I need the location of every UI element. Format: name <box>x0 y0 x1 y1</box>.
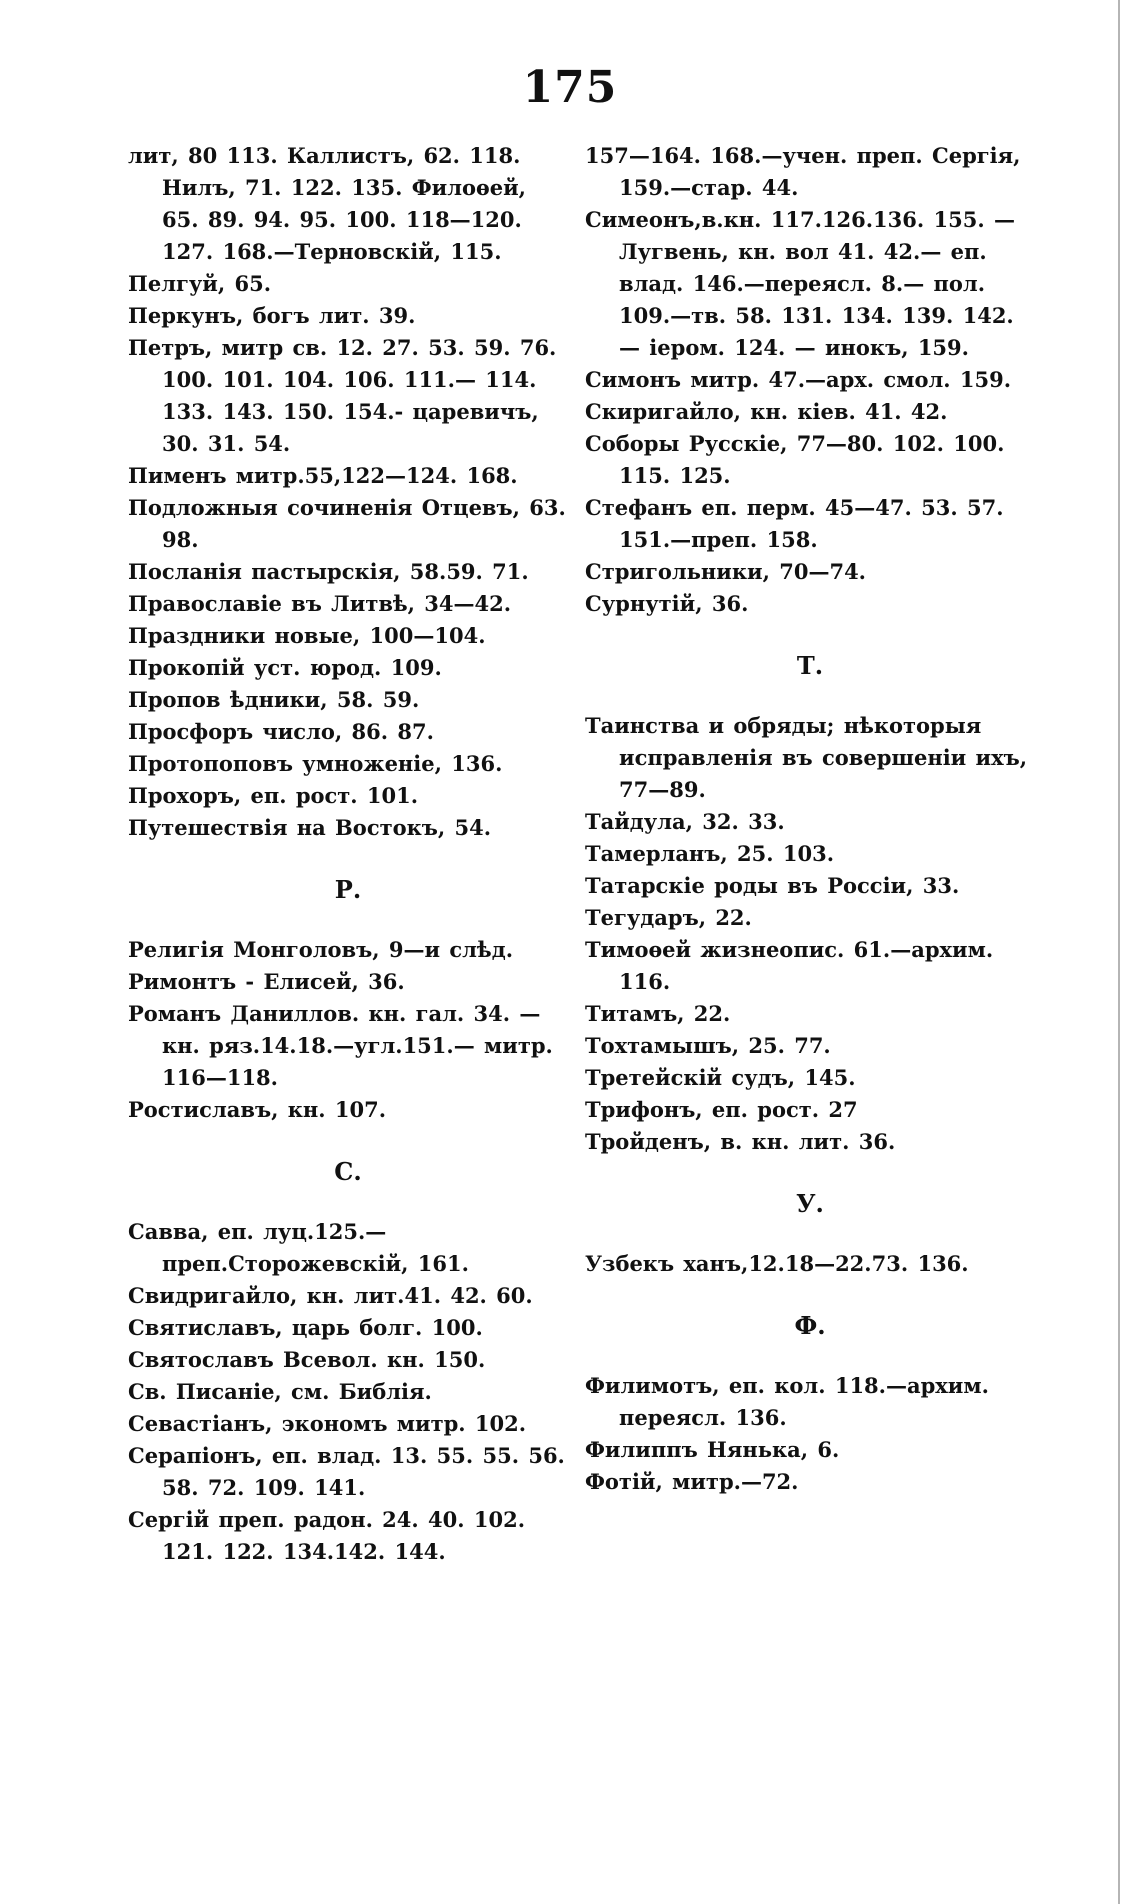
index-entry: Пименъ митр.55,122—124. 168. <box>128 463 518 488</box>
entries-u <box>585 1248 1035 1280</box>
index-entry: Тройденъ, в. кн. лит. 36. <box>585 1129 896 1154</box>
index-entry: Путешествія на Востокъ, 54. <box>128 815 492 840</box>
index-entry: Тимоѳей жизнеопис. 61.—архим. 116. <box>585 937 994 994</box>
index-entry: Фотій, митр.—72. <box>585 1469 799 1494</box>
index-entry: Пропов ѣдники, 58. 59. <box>128 687 420 712</box>
index-entry: Протопоповъ умноженіе, 136. <box>128 751 503 776</box>
index-entry: Подложныя сочиненія Отцевъ, 63. 98. <box>128 495 566 552</box>
section-letter-s: С. <box>334 1157 362 1186</box>
entries-f <box>585 1370 1035 1498</box>
section-letter-t: Т. <box>796 651 824 680</box>
index-entry: Просфоръ число, 86. 87. <box>128 719 434 744</box>
index-entry: Титамъ, 22. <box>585 1001 731 1026</box>
index-entry: Тегударъ, 22. <box>585 905 752 930</box>
index-entry: Стефанъ еп. перм. 45—47. 53. 57. 151.—преп. 158. <box>585 495 1004 552</box>
index-entry: Трифонъ, еп. рост. 27 <box>585 1097 858 1122</box>
page-number: 175 <box>522 62 618 113</box>
index-entry: Сергій преп. радон. 24. 40. 102. 121. 122. 134.142. 144. <box>128 1507 526 1564</box>
index-entry: Тамерланъ, 25. 103. <box>585 841 835 866</box>
index-entry: Савва, еп. луц.125.—преп.Сторожевскій, 161. <box>128 1219 469 1276</box>
left-column <box>128 140 568 1568</box>
index-entry: Таинства и обряды; нѣкоторыя исправленія въ совершеніи ихъ, 77—89. <box>585 713 1028 802</box>
page-edge-line <box>1118 0 1120 1904</box>
entries-p <box>128 140 568 844</box>
index-entry: Сурнутій, 36. <box>585 591 749 616</box>
index-entry: Филимотъ, еп. кол. 118.—архим. переясл. 136. <box>585 1373 989 1430</box>
index-entry: Татарскіе роды въ Россіи, 33. <box>585 873 960 898</box>
index-entry: Религія Монголовъ, 9—и слѣд. <box>128 937 514 962</box>
index-entry: Тайдула, 32. 33. <box>585 809 785 834</box>
index-entry: Прохоръ, еп. рост. 101. <box>128 783 419 808</box>
index-entry: Прокопій уст. юрод. 109. <box>128 655 442 680</box>
entries-r <box>128 934 568 1126</box>
entries-t <box>585 710 1035 1158</box>
index-entry: Посланія пастырскія, 58.59. 71. <box>128 559 529 584</box>
index-entry: Пелгуй, 65. <box>128 271 272 296</box>
entries-s-cont <box>585 140 1035 620</box>
right-column <box>585 140 1035 1498</box>
index-entry: Ростиславъ, кн. 107. <box>128 1097 386 1122</box>
index-entry: Святиславъ, царь болг. 100. <box>128 1315 483 1340</box>
index-entry: Соборы Русскіе, 77—80. 102. 100. 115. 125. <box>585 431 1005 488</box>
index-entry: Серапіонъ, еп. влад. 13. 55. 55. 56. 58. 72. 109. 141. <box>128 1443 565 1500</box>
index-entry: Православіе въ Литвѣ, 34—42. <box>128 591 512 616</box>
index-entry: Св. Писаніе, см. Библія. <box>128 1379 432 1404</box>
index-entry: Симеонъ,в.кн. 117.126.136. 155. —Лугвень, кн. вол 41. 42.— еп. влад. 146.—переясл. 8.— пол. 109.—тв. 58. 131. 134. 139. 142. — іером. 124. — инокъ, 159. <box>585 207 1015 360</box>
index-entry: Петръ, митр св. 12. 27. 53. 59. 76. 100. 101. 104. 106. 111.— 114. 133. 143. 150. 154.- царевичъ, 30. 31. 54. <box>128 335 557 456</box>
index-entry: Праздники новые, 100—104. <box>128 623 486 648</box>
section-letter-f: Ф. <box>794 1311 826 1340</box>
index-entry: лит, 80 113. Каллистъ, 62. 118. Нилъ, 71. 122. 135. Филоѳей, 65. 89. 94. 95. 100. 118—120. 127. 168.—Терновскій, 115. <box>128 143 526 264</box>
index-entry: Узбекъ ханъ,12.18—22.73. 136. <box>585 1251 969 1276</box>
index-entry: Перкунъ, богъ лит. 39. <box>128 303 416 328</box>
index-entry: Третейскій судъ, 145. <box>585 1065 856 1090</box>
index-entry: Стригольники, 70—74. <box>585 559 866 584</box>
section-letter-r: Р. <box>334 875 362 904</box>
index-entry: Филиппъ Нянька, 6. <box>585 1437 840 1462</box>
index-entry: Тохтамышъ, 25. 77. <box>585 1033 831 1058</box>
index-entry: Симонъ митр. 47.—арх. смол. 159. <box>585 367 1012 392</box>
index-entry: Римонтъ - Елисей, 36. <box>128 969 405 994</box>
index-entry: Святославъ Всевол. кн. 150. <box>128 1347 486 1372</box>
index-entry: 157—164. 168.—учен. преп. Сергія, 159.—стар. 44. <box>585 143 1021 200</box>
index-entry: Севастіанъ, экономъ митр. 102. <box>128 1411 527 1436</box>
index-entry: Скиригайло, кн. кіев. 41. 42. <box>585 399 948 424</box>
index-entry: Свидригайло, кн. лит.41. 42. 60. <box>128 1283 533 1308</box>
section-letter-u: У. <box>796 1189 824 1218</box>
index-entry: Романъ Даниллов. кн. гал. 34. —кн. ряз.14.18.—угл.151.— митр. 116—118. <box>128 1001 553 1090</box>
entries-s <box>128 1216 568 1568</box>
